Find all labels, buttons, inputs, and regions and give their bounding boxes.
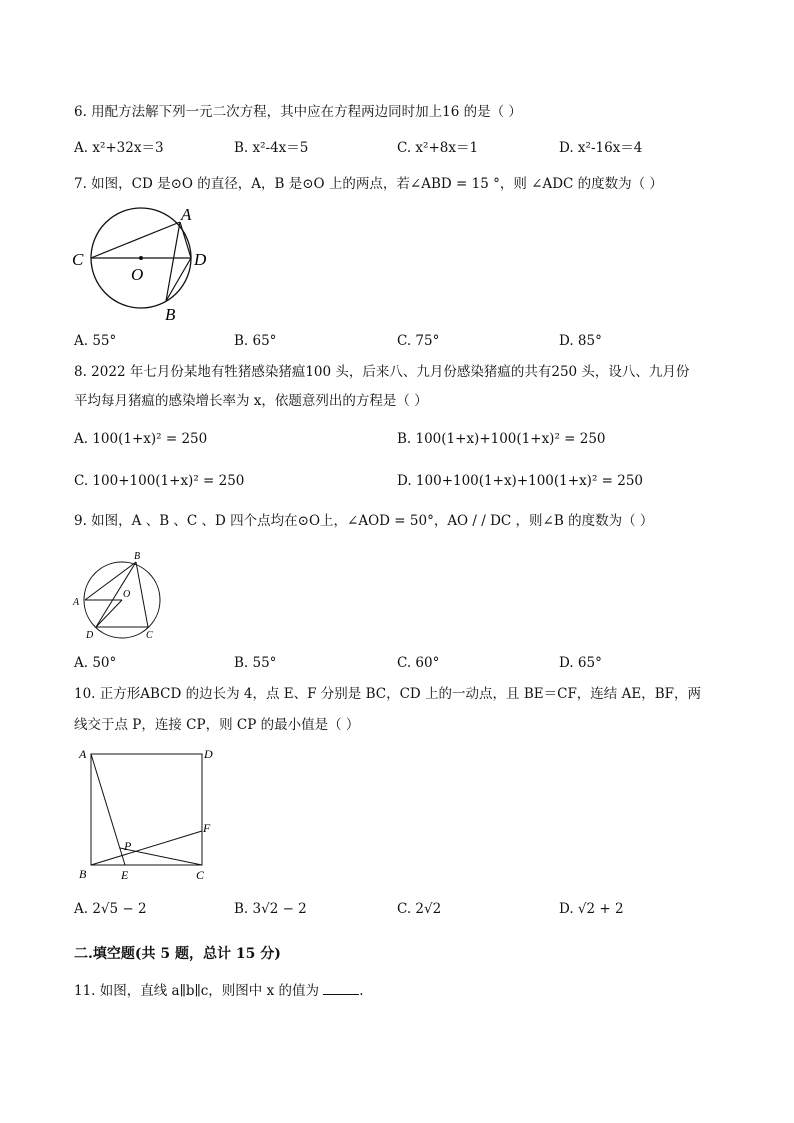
q9-chord-bc (136, 562, 148, 627)
q10-segment-ae (91, 754, 125, 865)
q7-chord-ad (180, 222, 191, 258)
q9-circle-figure (70, 548, 170, 648)
q10-option-b: B. 3√2 − 2 (234, 901, 307, 917)
q10-option-d: D. √2 + 2 (559, 901, 624, 917)
q10-label-b: B (79, 867, 87, 881)
q8-stem-line1: 8. 2022 年七月份某地有牲猪感染猪瘟100 头，后来八、九月份感染猪瘟的共有250 头，设八、九月份 (74, 364, 690, 380)
q7-label-d: D (194, 250, 207, 269)
q11-stem: 11. 如图，直线 a∥b∥c，则图中 x 的值为 (74, 983, 319, 999)
q10-label-e: E (121, 868, 129, 882)
q7-option-b: B. 65° (234, 333, 277, 349)
q9-label-o: O (123, 589, 131, 600)
q10-label-d: D (204, 747, 213, 761)
q10-stem-line2: 线交于点 P，连接 CP，则 CP 的最小值是（ ） (74, 717, 360, 733)
q9-option-d: D. 65° (559, 655, 602, 671)
q10-option-c: C. 2√2 (397, 901, 442, 917)
q9-option-a: A. 50° (74, 655, 117, 671)
q7-label-b: B (165, 305, 176, 324)
q10-square-figure (76, 742, 216, 882)
q9-segment-od (96, 600, 122, 627)
q6-option-d: D. x²-16x＝4 (559, 140, 643, 156)
q10-label-a: A (79, 747, 87, 761)
section-title-fill-in: 二.填空题(共 5 题，总计 15 分) (74, 946, 281, 962)
q11-tail: . (359, 983, 364, 999)
q9-option-c: C. 60° (397, 655, 440, 671)
q7-label-o: O (131, 265, 144, 284)
q10-segment-cp (120, 848, 202, 865)
q9-label-a: A (73, 597, 80, 608)
q7-stem: 7. 如图，CD 是⊙O 的直径，A，B 是⊙O 上的两点，若∠ABD = 15 °，则 ∠ADC 的度数为（ ） (74, 176, 663, 192)
q10-stem-line1: 10. 正方形ABCD 的边长为 4，点 E、F 分别是 BC，CD 上的一动点，且 BE＝CF，连结 AE，BF，两 (74, 686, 701, 702)
q7-center-dot (139, 256, 143, 260)
q10-label-c: C (196, 868, 205, 882)
q7-option-c: C. 75° (397, 333, 440, 349)
q11-answer-blank[interactable] (323, 982, 359, 995)
q6-option-a: A. x²+32x＝3 (74, 140, 164, 156)
q10-label-p: P (124, 839, 132, 853)
q8-stem-line2: 平均每月猪瘟的感染增长率为 x，依题意列出的方程是（ ） (74, 393, 428, 409)
q10-segment-bf (91, 831, 202, 865)
q10-option-a: A. 2√5 − 2 (74, 901, 147, 917)
q11-stem-row (74, 982, 364, 1000)
q8-option-b: B. 100(1+x)+100(1+x)² = 250 (397, 431, 606, 447)
q7-option-a: A. 55° (74, 333, 117, 349)
q6-option-c: C. x²+8x＝1 (397, 140, 479, 156)
q8-option-a: A. 100(1+x)² = 250 (74, 431, 208, 447)
q8-option-d: D. 100+100(1+x)+100(1+x)² = 250 (397, 473, 644, 489)
q7-option-d: D. 85° (559, 333, 602, 349)
q9-label-c: C (146, 630, 153, 641)
q7-circle-figure (68, 200, 238, 325)
q9-option-b: B. 55° (234, 655, 277, 671)
q7-label-a: A (181, 205, 192, 224)
q8-option-c: C. 100+100(1+x)² = 250 (74, 473, 245, 489)
q7-label-c: C (72, 250, 84, 269)
q7-chord-ca (91, 222, 180, 258)
q6-stem: 6. 用配方法解下列一元二次方程，其中应在方程两边同时加上16 的是（ ） (74, 104, 522, 120)
q9-stem: 9. 如图，A 、B 、C 、D 四个点均在⊙O上，∠AOD = 50°，AO / / DC ，则∠B 的度数为（ ） (74, 513, 654, 529)
q9-label-d: D (86, 630, 94, 641)
q6-option-b: B. x²-4x＝5 (234, 140, 309, 156)
q9-label-b: B (134, 551, 141, 562)
q10-label-f: F (203, 821, 211, 835)
